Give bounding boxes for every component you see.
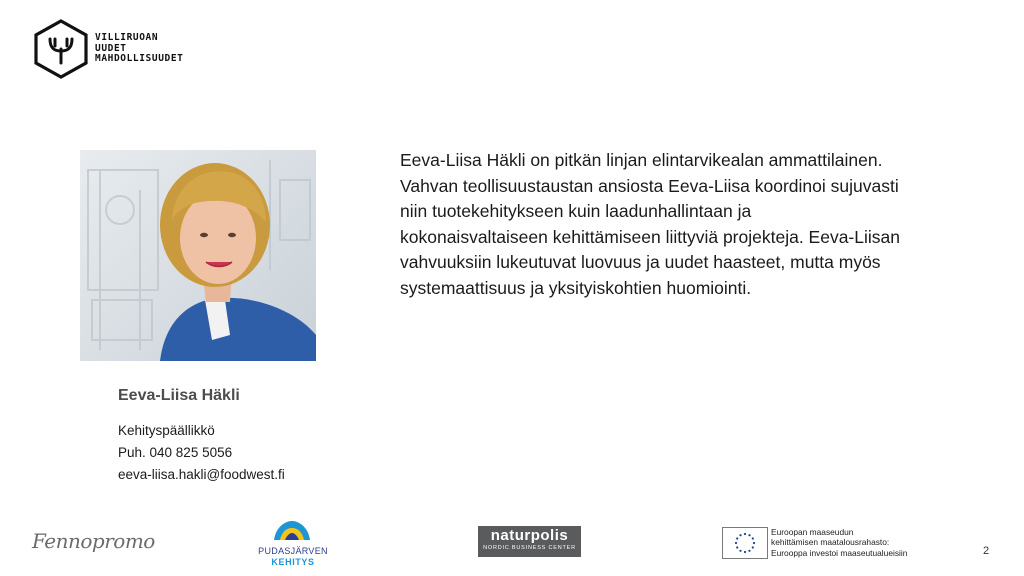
logo-wordmark <box>95 33 235 65</box>
eu-line-3: Eurooppa investoi maaseutualueisiin <box>771 547 908 558</box>
pudasjarvi-logo-text <box>258 546 328 568</box>
eu-flag-icon <box>722 527 768 559</box>
eu-line-2: kehittämisen maatalousrahasto: <box>771 537 890 548</box>
naturpolis-logo <box>478 526 581 557</box>
portrait-photo <box>80 150 316 361</box>
eu-star <box>735 542 737 544</box>
logo-line-1: VILLIRUOAN <box>95 32 159 43</box>
pudasjarvi-line-2: KEHITYS <box>271 557 315 567</box>
eu-star <box>736 537 738 539</box>
eu-line-1: Euroopan maaseudun <box>771 527 854 537</box>
contact-title: Kehityspäällikkö <box>118 423 215 438</box>
logo-line-2: UUDET <box>95 42 127 54</box>
eu-star <box>752 537 754 539</box>
bio-paragraph: Eeva-Liisa Häkli on pitkän linjan elintarvikealan ammattilainen. Vahvan teollisuustaustan ansiosta Eeva-Liisa koordinoi sujuvasti niin tuotekehitykseen kuin laadunhallintaan ja kokonaisvaltaiseen kehittämiseen liittyviä projekteja. Eeva-Liisan vahvuuksiin lukeutuvat luovuus ja uudet haasteet, mutta myös systemaattisuus ja yksityiskohtien huomiointi. <box>400 150 900 298</box>
contact-phone[interactable]: Puh. 040 825 5056 <box>118 445 233 460</box>
eu-star <box>748 550 750 552</box>
eu-star <box>739 534 741 536</box>
villiruoka-logo-icon <box>33 19 89 79</box>
pudasjarvi-logo-icon <box>272 520 312 542</box>
logo-line-3: MAHDOLLISUUDET <box>95 53 184 64</box>
eu-star <box>739 550 741 552</box>
eu-star <box>753 542 755 544</box>
naturpolis-subtitle: NORDIC BUSINESS CENTER <box>483 545 576 551</box>
eu-star <box>748 534 750 536</box>
eu-star <box>736 546 738 548</box>
portrait-illustration <box>80 150 316 361</box>
eu-star <box>752 546 754 548</box>
eu-star <box>744 551 746 553</box>
page-number: 2 <box>983 545 990 557</box>
eu-star <box>744 533 746 535</box>
pudasjarvi-line-1: PUDASJÄRVEN <box>258 546 328 556</box>
naturpolis-name: naturpolis <box>490 527 569 544</box>
eu-funding-text <box>771 527 941 558</box>
fennopromo-logo: Fennopromo <box>32 529 155 553</box>
contact-email[interactable]: eeva-liisa.hakli@foodwest.fi <box>118 467 285 482</box>
contact-name: Eeva-Liisa Häkli <box>118 387 240 404</box>
